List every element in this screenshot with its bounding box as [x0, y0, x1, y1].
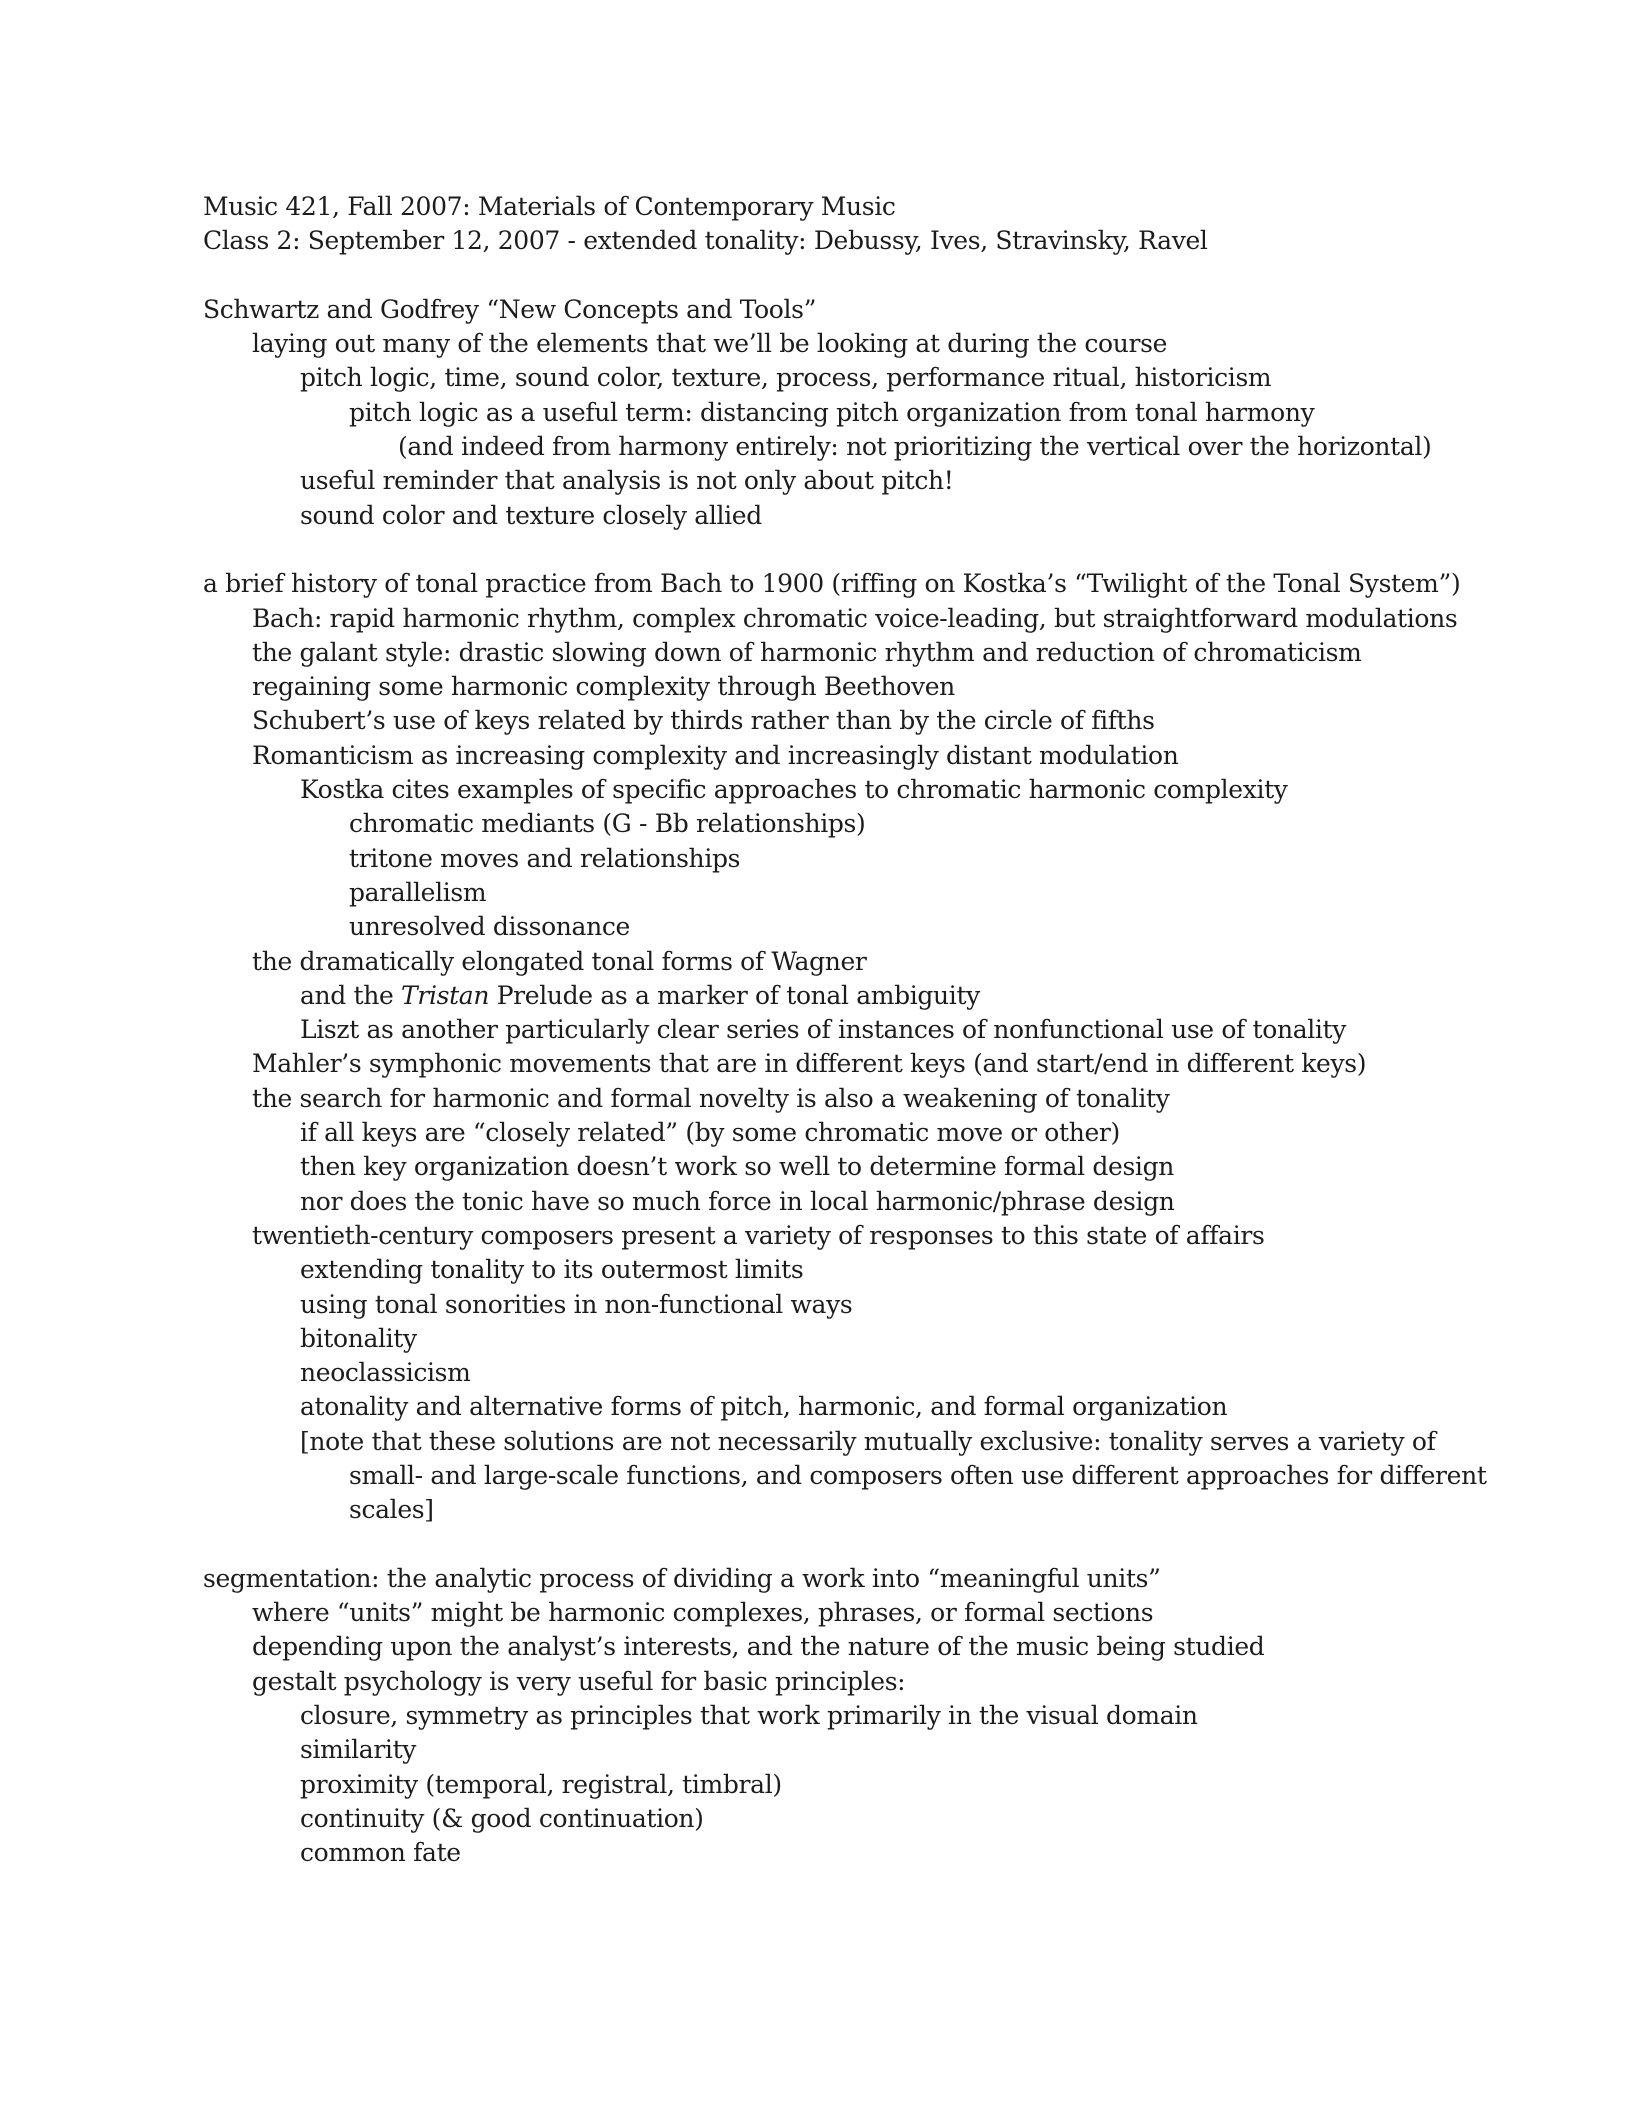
outline-item: (and indeed from harmony entirely: not prioritizing the vertical over the horizontal) [398, 432, 1432, 462]
text-run: Prelude as a marker of tonal ambiguity [489, 980, 980, 1010]
outline-item: if all keys are “closely related” (by some chromatic move or other) [300, 1118, 1120, 1148]
outline-item: extending tonality to its outermost limits [300, 1255, 804, 1285]
outline-item: depending upon the analyst’s interests, and the nature of the music being studied [252, 1632, 1265, 1662]
outline-item: closure, symmetry as principles that work primarily in the visual domain [300, 1701, 1198, 1731]
outline-item: Schubert’s use of keys related by thirds rather than by the circle of fifths [252, 706, 1155, 736]
outline-item: useful reminder that analysis is not only about pitch! [300, 466, 954, 496]
text-run: and the [300, 980, 402, 1010]
outline-item: Romanticism as increasing complexity and increasingly distant modulation [252, 740, 1179, 770]
outline-item: [note that these solutions are not necessarily mutually exclusive: tonality serves a variety of [300, 1426, 1436, 1456]
outline-item: the search for harmonic and formal novelty is also a weakening of tonality [252, 1083, 1170, 1113]
outline-item: pitch logic as a useful term: distancing pitch organization from tonal harmony [349, 397, 1315, 427]
outline-item: unresolved dissonance [349, 912, 630, 942]
section-heading: segmentation: the analytic process of dividing a work into “meaningful units” [203, 1563, 1161, 1593]
outline-item: sound color and texture closely allied [300, 500, 762, 530]
outline-item: laying out many of the elements that we’ll be looking at during the course [252, 329, 1168, 359]
document-page [203, 190, 1503, 1871]
outline-item: where “units” might be harmonic complexes, phrases, or formal sections [252, 1598, 1154, 1628]
spacer [203, 533, 1503, 567]
outline-item: tritone moves and relationships [349, 843, 741, 873]
outline-item: the dramatically elongated tonal forms of Wagner [252, 946, 867, 976]
outline-item: neoclassicism [300, 1358, 471, 1388]
outline-item: similarity [300, 1735, 417, 1765]
outline-item: continuity (& good continuation) [300, 1803, 704, 1833]
outline-item: scales] [349, 1495, 434, 1525]
outline-item: chromatic mediants (G - Bb relationships) [349, 809, 866, 839]
outline-item: Kostka cites examples of specific approaches to chromatic harmonic complexity [300, 775, 1288, 805]
spacer [203, 1528, 1503, 1562]
outline-item: using tonal sonorities in non-functional ways [300, 1289, 853, 1319]
outline-item: then key organization doesn’t work so well to determine formal design [300, 1152, 1174, 1182]
outline-item: bitonality [300, 1323, 417, 1353]
outline-item: Liszt as another particularly clear series of instances of nonfunctional use of tonality [300, 1015, 1347, 1045]
italic-title: Tristan [401, 980, 490, 1010]
outline-item: parallelism [349, 877, 487, 907]
outline-item: Mahler’s symphonic movements that are in different keys (and start/end in different keys) [252, 1049, 1367, 1079]
section-heading: a brief history of tonal practice from Bach to 1900 (riffing on Kostka’s “Twilight of the Tonal System”) [203, 569, 1461, 599]
outline-item: regaining some harmonic complexity through Beethoven [252, 672, 955, 702]
outline-item: proximity (temporal, registral, timbral) [300, 1769, 782, 1799]
outline-item: the galant style: drastic slowing down of harmonic rhythm and reduction of chromaticism [252, 637, 1362, 667]
outline-item: gestalt psychology is very useful for basic principles: [252, 1666, 906, 1696]
section-heading: Schwartz and Godfrey “New Concepts and Tools” [203, 294, 817, 324]
outline-item [203, 979, 1503, 1013]
class-title: Class 2: September 12, 2007 - extended tonality: Debussy, Ives, Stravinsky, Ravel [203, 226, 1208, 256]
outline-item: atonality and alternative forms of pitch, harmonic, and formal organization [300, 1392, 1228, 1422]
outline-item: common fate [300, 1838, 461, 1868]
outline-item: pitch logic, time, sound color, texture, process, performance ritual, historicism [300, 363, 1272, 393]
spacer [203, 259, 1503, 293]
outline-item: Bach: rapid harmonic rhythm, complex chromatic voice-leading, but straightforward modulations [252, 603, 1458, 633]
outline-item: twentieth-century composers present a variety of responses to this state of affairs [252, 1220, 1265, 1250]
course-title: Music 421, Fall 2007: Materials of Contemporary Music [203, 192, 896, 221]
outline-item: nor does the tonic have so much force in local harmonic/phrase design [300, 1186, 1175, 1216]
outline-item: small- and large-scale functions, and composers often use different approaches for different [349, 1460, 1487, 1490]
